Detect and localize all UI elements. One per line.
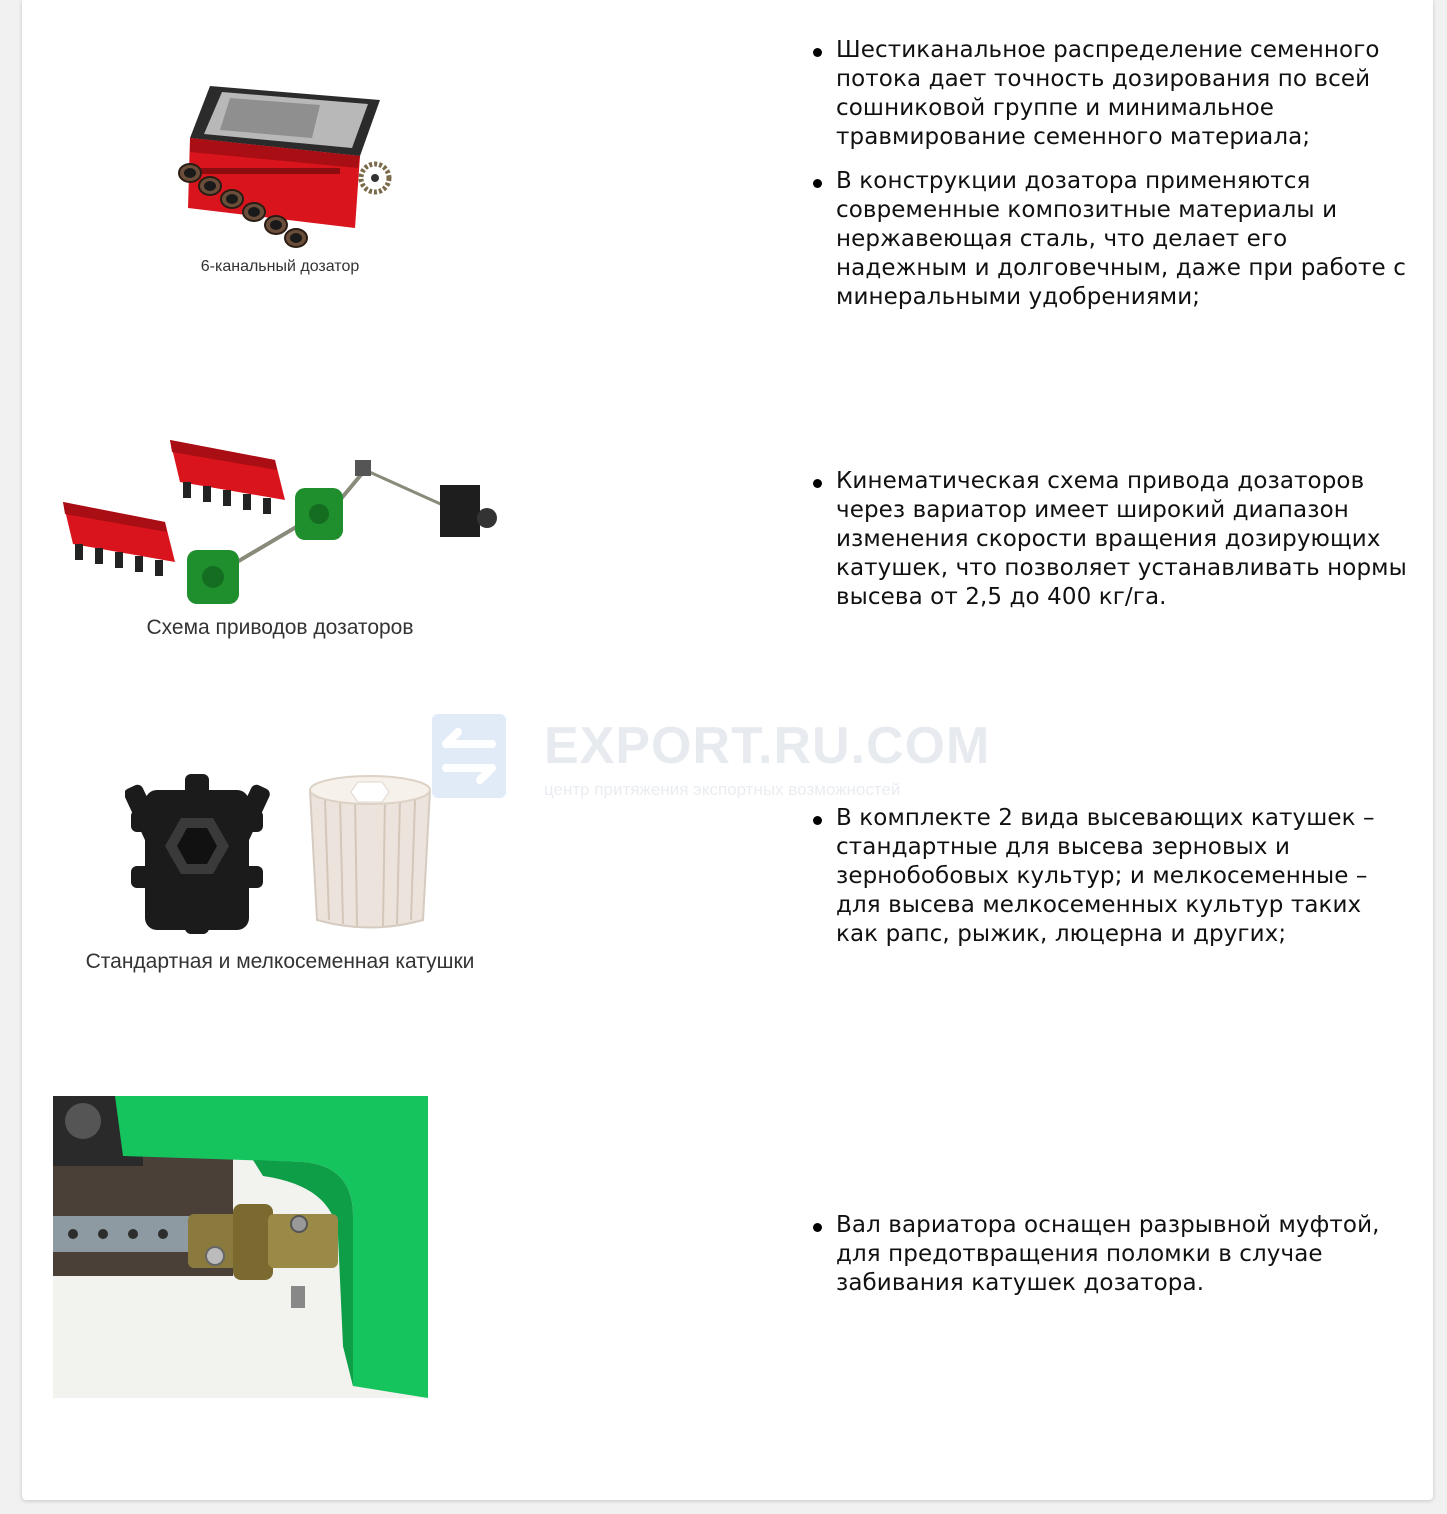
list-item: Кинематическая схема привода дозаторов через вариатор имеет широкий диапазон изменения скорости вращения дозирующих катушек, что позволяет устанавливать нормы высева от 2,5 до 400 кг/га. [810, 467, 1410, 612]
list-item: В комплекте 2 вида высевающих катушек – стандартные для высева зерновых и зернобобовых культур; и мелкосеменные – для высева мелкосеменных культур таких как рапс, рыжик, люцерна и других; [810, 804, 1410, 949]
section-4-list [810, 1211, 1410, 1313]
drive-scheme-caption: Схема приводов дозаторов [146, 616, 414, 639]
list-item: Шестиканальное распределение семенного потока дает точность дозирования по всей сошниковой группе и минимальное травмирование семенного материала; [810, 36, 1410, 152]
doser-6-channel-image [170, 68, 400, 258]
section-1-list [810, 36, 1410, 327]
list-item: Вал вариатора оснащен разрывной муфтой, для предотвращения поломки в случае забивания катушек дозатора. [810, 1211, 1410, 1298]
drive-scheme-image [55, 430, 505, 610]
watermark [432, 714, 1032, 806]
doser-caption: 6-канальный дозатор [200, 258, 360, 275]
section-2-list [810, 467, 1410, 627]
list-item: В конструкции дозатора применяются современные композитные материалы и нержавеющая сталь, что делает его надежным и долговечным, даже при работе с минеральными удобрениями; [810, 167, 1410, 312]
seed-coils-image [125, 770, 445, 940]
watermark-subtitle: центр притяжения экспортных возможностей [544, 780, 901, 799]
section-3-list [810, 804, 1410, 964]
variator-shaft-photo [53, 1096, 428, 1398]
seed-coils-caption: Стандартная и мелкосеменная катушки [85, 950, 475, 973]
watermark-title: EXPORT.RU.COM [544, 717, 991, 775]
